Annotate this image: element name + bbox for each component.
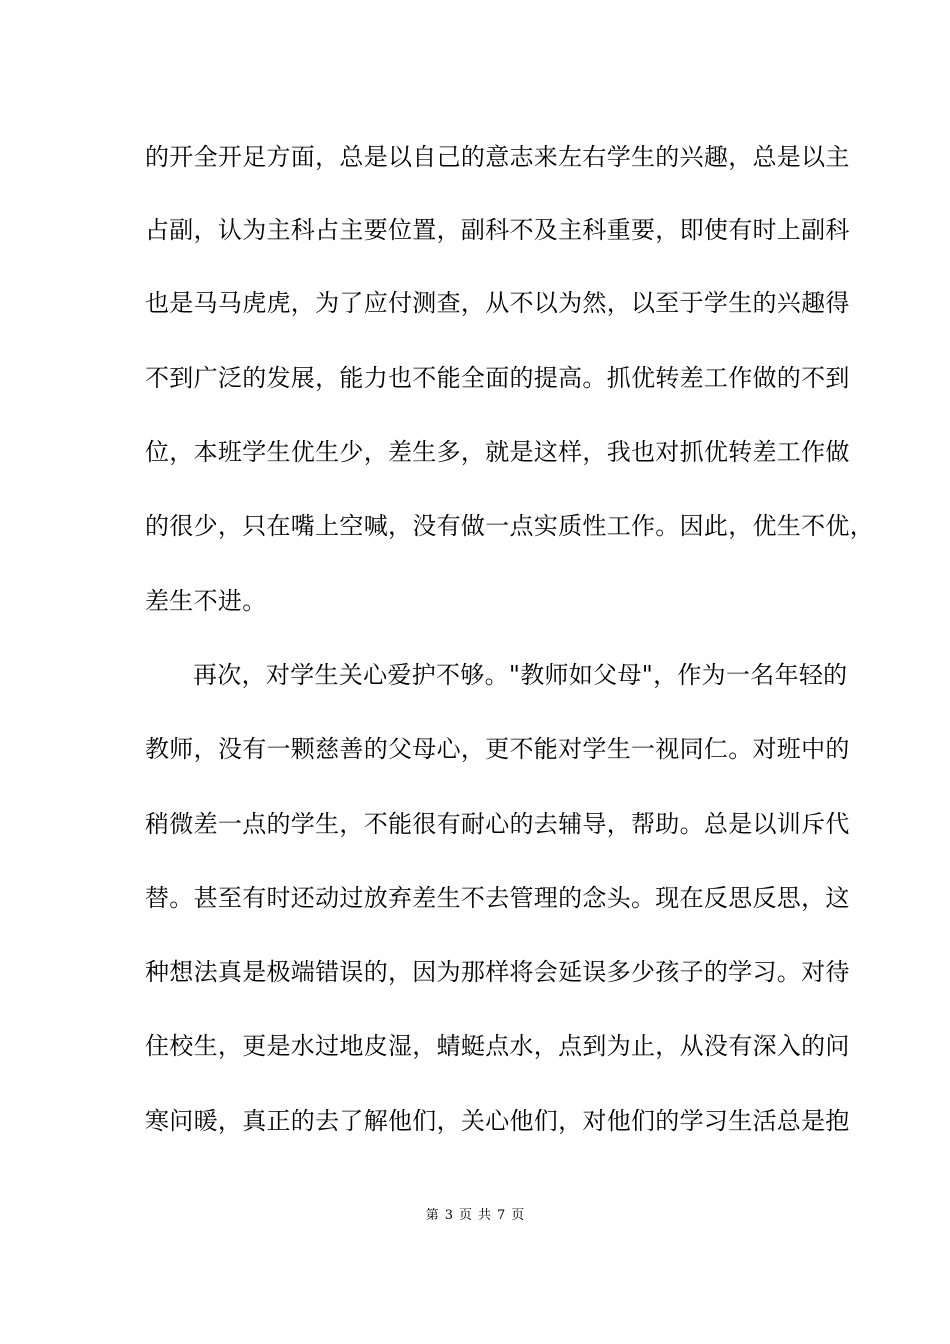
text-line: 的开全开足方面，总是以自己的意志来左右学生的兴趣，总是以主 [145,143,850,171]
text-line: 稍微差一点的学生，不能很有耐心的去辅导，帮助。总是以训斥代 [145,810,850,838]
text-line: 差生不进。 [145,587,267,615]
text-line: 占副，认为主科占主要位置，副科不及主科重要，即使有时上副科 [145,216,850,244]
footer-suffix: 页 [511,1208,525,1223]
text-line: 教师，没有一颗慈善的父母心，更不能对学生一视同仁。对班中的 [145,735,850,763]
text-line: 替。甚至有时还动过放弃差生不去管理的念头。现在反思反思，这 [145,884,850,912]
text-line: 的很少，只在嘴上空喊，没有做一点实质性工作。因此，优生不优， [145,512,874,540]
text-line: 种想法真是极端错误的，因为那样将会延误多少孩子的学习。对待 [145,958,850,986]
text-line: 住校生，更是水过地皮湿，蜻蜓点水，点到为止，从没有深入的问 [145,1032,850,1060]
text-line-indented: 再次，对学生关心爱护不够。"教师如父母"，作为一名年轻的 [193,661,848,689]
text-line: 也是马马虎虎，为了应付测查，从不以为然，以至于学生的兴趣得 [145,289,850,317]
footer-prefix: 第 [425,1208,439,1223]
total-pages-number: 7 [497,1208,506,1223]
text-line: 寒问暖，真正的去了解他们，关心他们，对他们的学习生活总是抱 [145,1107,850,1135]
page-footer [0,1207,950,1225]
text-line: 位，本班学生优生少，差生多，就是这样，我也对抓优转差工作做 [145,438,850,466]
footer-page-word: 页 [458,1208,472,1223]
text-line: 不到广泛的发展，能力也不能全面的提高。抓优转差工作做的不到 [145,364,850,392]
footer-total-word: 共 [478,1208,492,1223]
current-page-number: 3 [444,1208,453,1223]
